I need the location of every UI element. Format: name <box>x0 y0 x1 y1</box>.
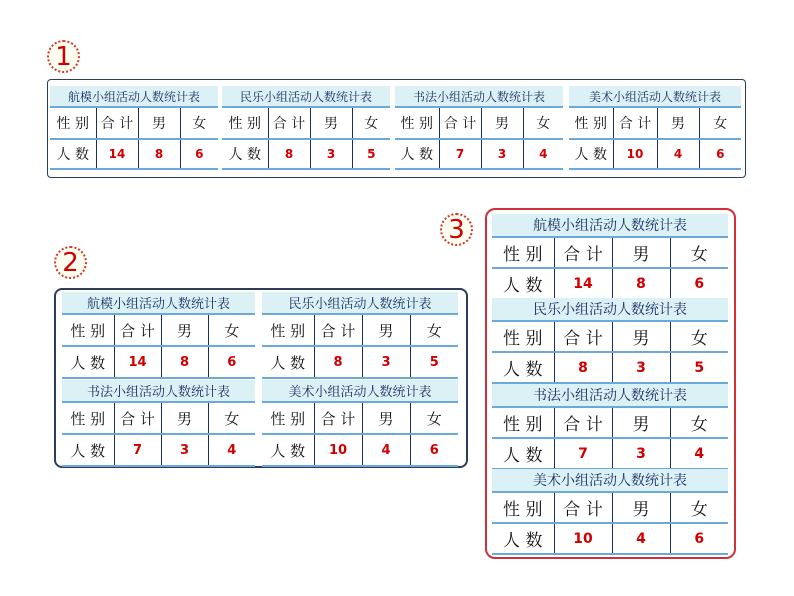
row-label-count: 人 数 <box>50 139 96 169</box>
column-header-female: 女 <box>208 402 255 434</box>
value-total: 10 <box>613 139 657 169</box>
value-male: 4 <box>612 523 670 554</box>
column-header-total: 合 计 <box>314 402 362 434</box>
row-label-count: 人 数 <box>395 139 439 169</box>
table-title: 航模小组活动人数统计表 <box>492 214 728 237</box>
column-header-male: 男 <box>612 492 670 523</box>
column-header-male: 男 <box>161 402 208 434</box>
row-label-count: 人 数 <box>492 352 554 383</box>
column-header-male: 男 <box>138 107 180 139</box>
column-header-male: 男 <box>481 107 523 139</box>
column-header-female: 女 <box>410 314 458 346</box>
marker-3: 3 <box>440 213 473 246</box>
value-male: 3 <box>310 139 352 169</box>
row-label-count: 人 数 <box>569 139 613 169</box>
column-header-female: 女 <box>523 107 563 139</box>
column-header-male: 男 <box>161 314 208 346</box>
column-header-male: 男 <box>612 237 670 268</box>
table-title: 航模小组活动人数统计表 <box>50 86 218 107</box>
column-header-total: 合 计 <box>114 314 161 346</box>
row-label-gender: 性 别 <box>50 107 96 139</box>
value-total: 14 <box>96 139 138 169</box>
value-male: 3 <box>612 352 670 383</box>
value-total: 10 <box>314 434 362 466</box>
column-header-total: 合 计 <box>554 492 612 523</box>
row-label-count: 人 数 <box>262 434 314 466</box>
table-title: 航模小组活动人数统计表 <box>62 292 255 314</box>
stats-table <box>262 380 458 467</box>
column-header-female: 女 <box>670 492 728 523</box>
row-label-gender: 性 别 <box>492 492 554 523</box>
value-total: 7 <box>114 434 161 466</box>
column-header-male: 男 <box>362 314 410 346</box>
row-label-count: 人 数 <box>62 346 114 378</box>
value-female: 4 <box>208 434 255 466</box>
row-label-count: 人 数 <box>62 434 114 466</box>
stats-table <box>492 298 728 384</box>
row-label-count: 人 数 <box>492 438 554 469</box>
value-female: 6 <box>410 434 458 466</box>
value-male: 8 <box>138 139 180 169</box>
column-header-total: 合 计 <box>554 407 612 438</box>
stats-table <box>492 469 728 555</box>
column-header-male: 男 <box>612 321 670 352</box>
value-female: 4 <box>523 139 563 169</box>
value-female: 6 <box>670 523 728 554</box>
row-label-count: 人 数 <box>492 268 554 299</box>
row-label-gender: 性 别 <box>492 407 554 438</box>
table-title: 书法小组活动人数统计表 <box>395 86 563 107</box>
stats-table <box>395 86 563 170</box>
stats-table <box>492 214 728 300</box>
value-total: 7 <box>554 438 612 469</box>
row-label-gender: 性 别 <box>492 237 554 268</box>
column-header-male: 男 <box>362 402 410 434</box>
table-title: 美术小组活动人数统计表 <box>569 86 741 107</box>
table-title: 民乐小组活动人数统计表 <box>492 298 728 321</box>
stats-table <box>62 292 255 379</box>
row-label-gender: 性 别 <box>262 314 314 346</box>
table-title: 美术小组活动人数统计表 <box>492 469 728 492</box>
column-header-total: 合 计 <box>96 107 138 139</box>
table-title: 书法小组活动人数统计表 <box>62 380 255 402</box>
row-label-gender: 性 别 <box>222 107 268 139</box>
column-header-female: 女 <box>699 107 741 139</box>
marker-2: 2 <box>54 246 87 279</box>
stats-table <box>50 86 218 170</box>
value-female: 5 <box>410 346 458 378</box>
value-female: 6 <box>670 268 728 299</box>
value-total: 14 <box>114 346 161 378</box>
value-total: 8 <box>554 352 612 383</box>
row-label-gender: 性 别 <box>492 321 554 352</box>
stats-table <box>62 380 255 467</box>
value-male: 3 <box>161 434 208 466</box>
value-total: 8 <box>314 346 362 378</box>
value-female: 5 <box>352 139 390 169</box>
value-male: 3 <box>362 346 410 378</box>
stats-table <box>222 86 390 170</box>
column-header-total: 合 计 <box>439 107 481 139</box>
row-label-gender: 性 别 <box>262 402 314 434</box>
row-label-gender: 性 别 <box>62 402 114 434</box>
column-header-total: 合 计 <box>554 237 612 268</box>
stats-table <box>262 292 458 379</box>
value-male: 8 <box>612 268 670 299</box>
column-header-female: 女 <box>670 407 728 438</box>
row-label-count: 人 数 <box>222 139 268 169</box>
column-header-female: 女 <box>180 107 218 139</box>
table-title: 美术小组活动人数统计表 <box>262 380 458 402</box>
value-total: 7 <box>439 139 481 169</box>
column-header-male: 男 <box>657 107 699 139</box>
value-female: 4 <box>670 438 728 469</box>
column-header-total: 合 计 <box>554 321 612 352</box>
column-header-male: 男 <box>612 407 670 438</box>
value-male: 3 <box>481 139 523 169</box>
marker-1: 1 <box>47 40 80 73</box>
table-title: 民乐小组活动人数统计表 <box>222 86 390 107</box>
value-male: 4 <box>362 434 410 466</box>
table-title: 书法小组活动人数统计表 <box>492 384 728 407</box>
value-total: 14 <box>554 268 612 299</box>
value-female: 6 <box>699 139 741 169</box>
value-total: 8 <box>268 139 310 169</box>
column-header-male: 男 <box>310 107 352 139</box>
value-male: 4 <box>657 139 699 169</box>
column-header-female: 女 <box>208 314 255 346</box>
value-female: 6 <box>208 346 255 378</box>
column-header-female: 女 <box>670 321 728 352</box>
value-male: 3 <box>612 438 670 469</box>
row-label-count: 人 数 <box>262 346 314 378</box>
column-header-total: 合 计 <box>114 402 161 434</box>
column-header-total: 合 计 <box>613 107 657 139</box>
column-header-total: 合 计 <box>268 107 310 139</box>
column-header-female: 女 <box>410 402 458 434</box>
value-female: 6 <box>180 139 218 169</box>
column-header-female: 女 <box>670 237 728 268</box>
row-label-gender: 性 别 <box>395 107 439 139</box>
value-total: 10 <box>554 523 612 554</box>
table-title: 民乐小组活动人数统计表 <box>262 292 458 314</box>
row-label-gender: 性 别 <box>62 314 114 346</box>
stats-table <box>492 384 728 470</box>
value-male: 8 <box>161 346 208 378</box>
column-header-total: 合 计 <box>314 314 362 346</box>
value-female: 5 <box>670 352 728 383</box>
stats-table <box>569 86 741 170</box>
column-header-female: 女 <box>352 107 390 139</box>
row-label-count: 人 数 <box>492 523 554 554</box>
row-label-gender: 性 别 <box>569 107 613 139</box>
